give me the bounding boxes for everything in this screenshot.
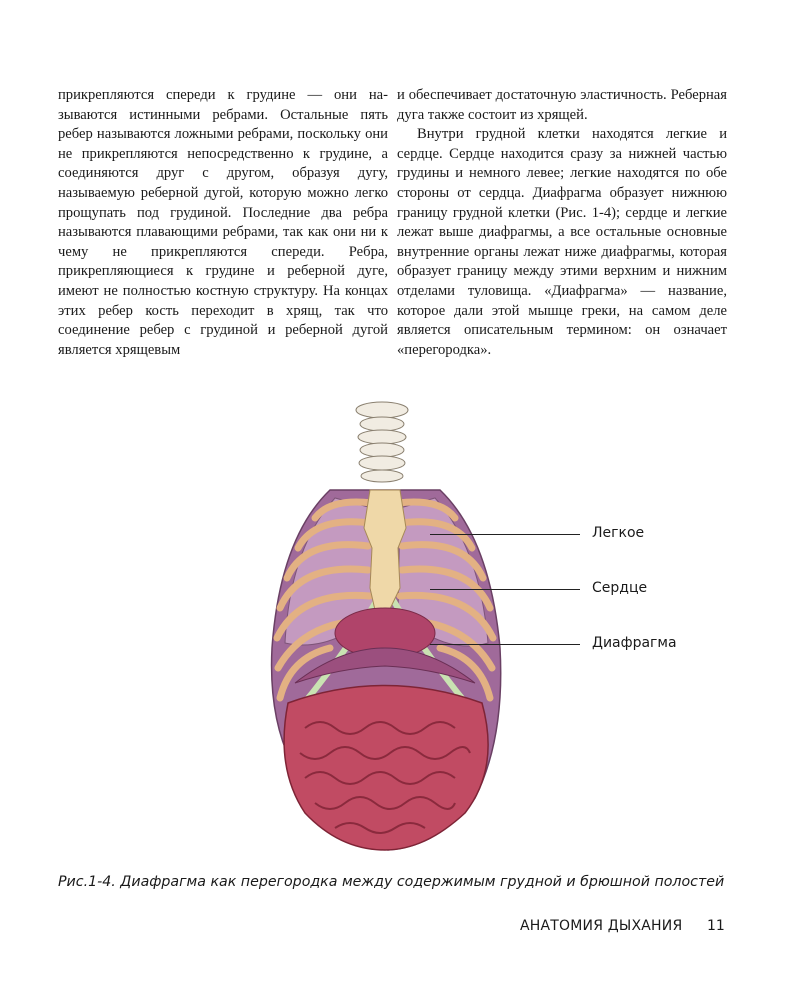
label-lung: Легкое: [592, 525, 645, 541]
figure-caption: Рис.1-4. Диафрагма как перегородка между содержимым грудной и брюшной полостей: [58, 874, 725, 890]
intestines: [284, 686, 488, 851]
paragraph-left: прикрепляются спереди к грудине — они называются истинными ребрами. Остальные пять ребер называются ложными ребрами, поскольку они не прикрепляются непосредственно к грудине, а соединяются друг с другом, образуя дугу, называемую реберной дугой, которую можно легко прощупать под грудиной. Последние два ребра называются плавающими ребрами, так как они ни к чему не прикрепляются спереди. Ребра, прикрепляющиеся к грудине и реберной дуге, имеют не полностью костную структуру. На концах этих ребер кость переходит в хрящ, так что соединение ребер с грудиной и реберной дугой является хрящевым: [58, 87, 388, 358]
paragraph-right-1: и обеспечивает достаточную эластичность. Реберная дуга также состоит из хрящей.: [397, 87, 727, 123]
paragraph-right-2: Внутри грудной клетки находятся легкие и сердце. Сердце находится сразу за нижней частью грудины и немного левее; легкие находятся по обе стороны от сердца. Диафрагма образует нижнюю границу грудной клетки (Рис. 1-4); сердце и легкие лежат выше диафрагмы, а все остальные основные внутренние органы лежат ниже диафрагмы, которая образует границу между этими верхним и нижним отделами туловища. «Диафрагма» — название, которое дали этой мышце греки, на самом деле является описательным термином: он означает «перегородка».: [397, 126, 727, 358]
anatomy-illustration: [260, 398, 510, 863]
label-diaphragm: Диафрагма: [592, 635, 677, 651]
footer-title: АНАТОМИЯ ДЫХАНИЯ: [520, 918, 683, 934]
label-heart: Сердце: [592, 580, 648, 596]
callout-line-heart: [430, 589, 580, 590]
page-number: 11: [707, 918, 725, 934]
text-column-right: [397, 86, 727, 360]
callout-line-diaphragm: [430, 644, 580, 645]
text-column-left: [58, 86, 388, 360]
cervical-spine: [356, 402, 408, 482]
torso-illustration-svg: [260, 398, 510, 863]
callout-line-lung: [430, 534, 580, 535]
